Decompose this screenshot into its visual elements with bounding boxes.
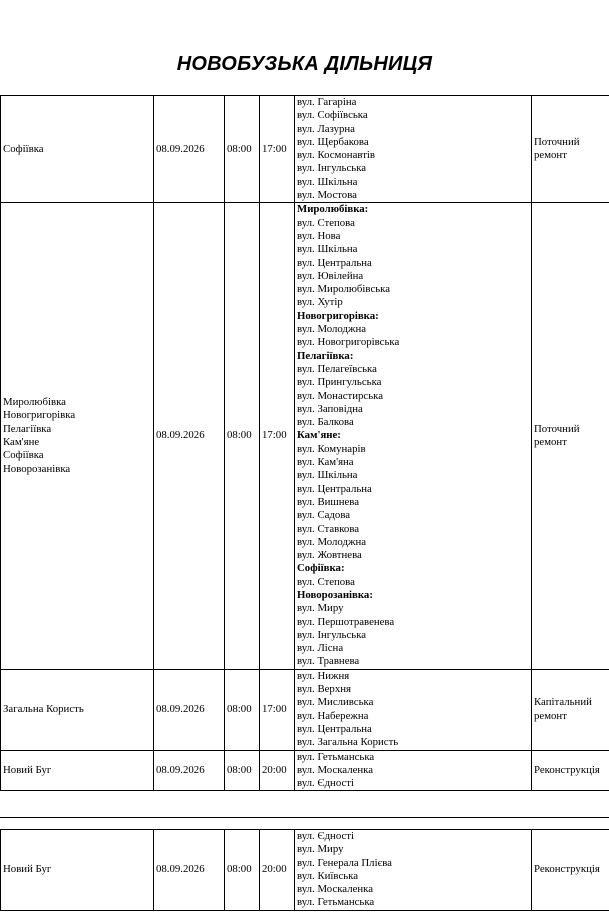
- settlement-heading: Новогригорівка:: [297, 309, 379, 322]
- street-name: вул. Пелагеївська: [297, 362, 377, 375]
- street-name: вул. Заповідна: [297, 402, 363, 415]
- street-name: вул. Лазурна: [297, 122, 355, 135]
- settlement-name: Новий Буг: [3, 863, 52, 876]
- settlement-heading: Новорозанівка:: [297, 588, 373, 601]
- street-name: вул. Балкова: [297, 416, 354, 429]
- street-name: вул. Лісна: [297, 642, 344, 655]
- street-name: вул. Жовтнева: [297, 549, 362, 562]
- street-name: вул. Кам'яна: [297, 456, 354, 469]
- streets-cell: [295, 830, 532, 911]
- work-type-cell: Поточний ремонт: [532, 203, 609, 669]
- settlement-heading: Пелагіївка:: [297, 349, 354, 362]
- settlements-cell: [1, 830, 154, 911]
- start-time-cell: 08:00: [225, 830, 260, 911]
- settlement-heading: Миролюбівка:: [297, 203, 369, 216]
- street-name: вул. Травнева: [297, 655, 360, 668]
- street-name: вул. Єдності: [297, 830, 355, 842]
- end-time-cell: 20:00: [260, 830, 295, 911]
- start-time-cell: 08:00: [225, 96, 260, 203]
- streets-cell: [295, 750, 532, 791]
- street-name: вул. Центральна: [297, 722, 372, 735]
- street-name: вул. Москаленка: [297, 763, 374, 776]
- street-name: вул. Шкільна: [297, 469, 358, 482]
- streets-cell: [295, 96, 532, 203]
- street-name: вул. Молоджна: [297, 323, 367, 336]
- settlements-cell: [1, 750, 154, 791]
- table-row: [1, 669, 609, 750]
- settlement-name: Пелагіївка: [3, 422, 52, 435]
- street-name: вул. Шкільна: [297, 243, 358, 256]
- settlement-name: Новий Буг: [3, 763, 52, 776]
- start-time-cell: 08:00: [225, 203, 260, 669]
- outage-schedule-table-continued: [0, 829, 609, 911]
- settlement-name: Загальна Користь: [3, 703, 84, 715]
- street-name: вул. Мостова: [297, 189, 357, 202]
- street-name: вул. Першотравенева: [297, 615, 395, 628]
- street-name: вул. Ставкова: [297, 522, 360, 535]
- end-time-cell: 17:00: [260, 96, 295, 203]
- outage-schedule-table: [0, 95, 609, 791]
- settlement-name: Кам'яне: [3, 436, 40, 449]
- start-time-cell: 08:00: [225, 669, 260, 750]
- work-type-cell: Реконструкція: [532, 830, 609, 911]
- date-cell: 08.09.2026: [154, 750, 225, 791]
- start-time-cell: 08:00: [225, 750, 260, 791]
- date-cell: 08.09.2026: [154, 830, 225, 911]
- street-name: вул. Миру: [297, 843, 344, 856]
- street-name: вул. Москаленка: [297, 883, 374, 896]
- street-name: вул. Софіївська: [297, 109, 368, 122]
- settlements-cell: [1, 669, 154, 750]
- streets-cell: [295, 203, 532, 669]
- street-name: вул. Степова: [297, 216, 355, 229]
- work-type-cell: Капітальний ремонт: [532, 669, 609, 750]
- settlement-name: Новогригорівка: [3, 409, 76, 422]
- date-cell: 08.09.2026: [154, 669, 225, 750]
- streets-cell: [295, 669, 532, 750]
- street-name: вул. Степова: [297, 575, 355, 588]
- street-name: вул. Мисливська: [297, 696, 374, 709]
- street-name: вул. Миру: [297, 602, 344, 615]
- street-name: вул. Космонавтів: [297, 149, 376, 162]
- table-row: [1, 750, 609, 791]
- end-time-cell: 20:00: [260, 750, 295, 791]
- street-name: вул. Інгульська: [297, 162, 367, 175]
- street-name: вул. Генерала Плієва: [297, 856, 392, 869]
- street-name: вул. Центральна: [297, 482, 372, 495]
- settlements-cell: [1, 96, 154, 203]
- street-name: вул. Миролюбівська: [297, 283, 391, 296]
- street-name: вул. Інгульська: [297, 628, 367, 641]
- settlement-name: Миролюбівка: [3, 396, 66, 409]
- street-name: вул. Садова: [297, 509, 351, 522]
- street-name: вул. Молоджна: [297, 535, 367, 548]
- settlement-heading: Кам'яне:: [297, 429, 341, 442]
- street-name: вул. Загальна Користь: [297, 736, 399, 749]
- street-name: вул. Гагаріна: [297, 96, 357, 108]
- street-name: вул. Шкільна: [297, 175, 358, 188]
- street-name: вул. Монастирська: [297, 389, 384, 402]
- date-cell: 08.09.2026: [154, 96, 225, 203]
- street-name: вул. Центральна: [297, 256, 372, 269]
- work-type-cell: Реконструкція: [532, 750, 609, 791]
- settlement-heading: Софіївка:: [297, 562, 345, 575]
- street-name: вул. Новогригорівська: [297, 336, 400, 349]
- date-cell: 08.09.2026: [154, 203, 225, 669]
- street-name: вул. Хутір: [297, 296, 343, 309]
- table-row: [1, 830, 609, 911]
- street-name: вул. Вишнева: [297, 495, 360, 508]
- street-name: вул. Гетьманська: [297, 750, 375, 763]
- table-row: [1, 96, 609, 203]
- settlement-name: Софіївка: [3, 142, 44, 155]
- street-name: вул. Нижня: [297, 669, 350, 682]
- page-break-rule: [0, 817, 609, 818]
- settlements-cell: [1, 203, 154, 669]
- street-name: вул. Ювілейна: [297, 269, 364, 282]
- end-time-cell: 17:00: [260, 669, 295, 750]
- street-name: вул. Єдності: [297, 777, 355, 790]
- street-name: вул. Київська: [297, 869, 359, 882]
- street-name: вул. Набережна: [297, 709, 369, 722]
- settlement-name: Софіївка: [3, 449, 44, 462]
- work-type-cell: Поточний ремонт: [532, 96, 609, 203]
- table-row: [1, 203, 609, 669]
- street-name: вул. Верхня: [297, 683, 351, 696]
- street-name: вул. Прингульська: [297, 376, 382, 389]
- end-time-cell: 17:00: [260, 203, 295, 669]
- street-name: вул. Комунарів: [297, 442, 366, 455]
- page-title: НОВОБУЗЬКА ДІЛЬНИЦЯ: [176, 53, 433, 75]
- street-name: вул. Щербакова: [297, 135, 369, 148]
- settlement-name: Новорозанівка: [3, 462, 71, 475]
- street-name: вул. Гетьманська: [297, 896, 375, 909]
- street-name: вул. Нова: [297, 229, 341, 242]
